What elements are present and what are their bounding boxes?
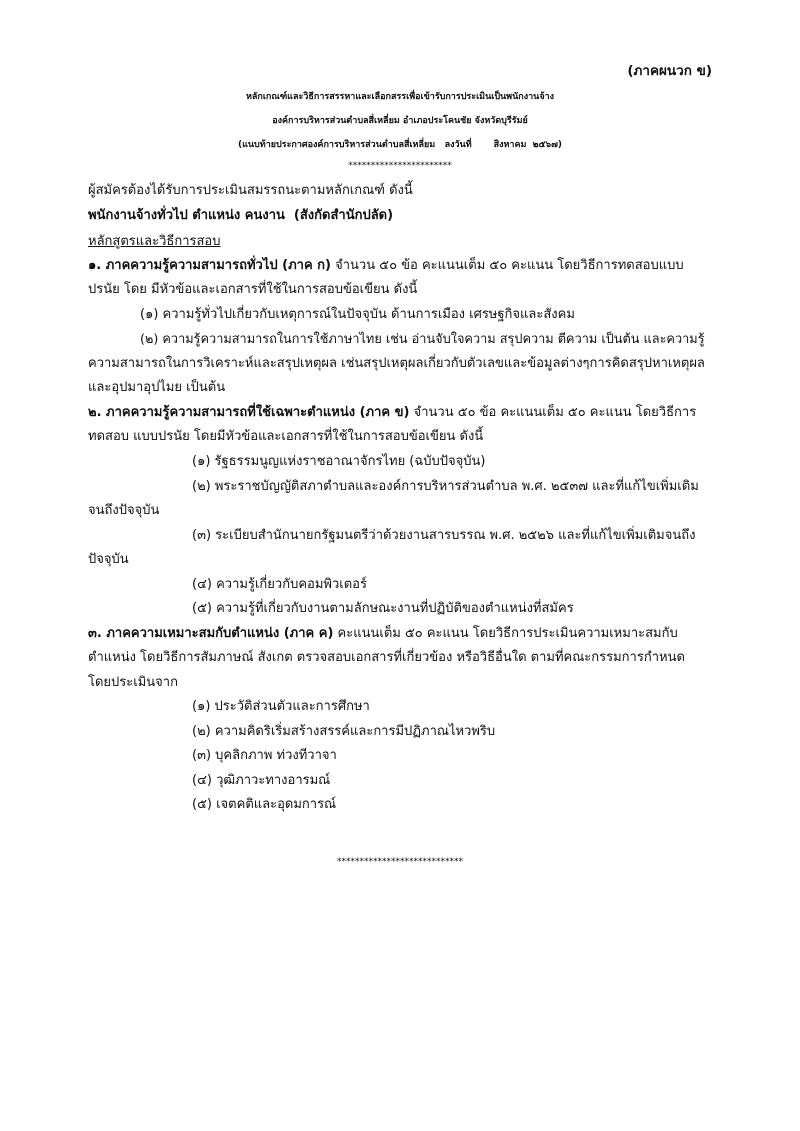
section-3-item-4: (๔) วุฒิภาวะทางอารมณ์ [192,773,331,788]
section-2-heading: ๒. ภาคความรู้ความสามารถที่ใช้เฉพาะตำแหน่ง (ภาค ข) [88,405,410,420]
section-1-item-1: (๑) ความรู้ทั่วไปเกี่ยวกับเหตุการณ์ในปัจจุบัน ด้านการเมือง เศรษฐกิจและสังคม [140,307,575,322]
section-3-item-2: (๒) ความคิดริเริ่มสร้างสรรค์และการมีปฏิภาณไหวพริบ [192,724,496,739]
section-2-item-4: (๔) ความรู้เกี่ยวกับคอมพิวเตอร์ [192,577,367,592]
section-3-text-a: คะแนนเต็ม ๕๐ คะแนน โดยวิธีการประเมินความเหมาะสมกับ [333,626,678,641]
section-2-item-2b: จนถึงปัจจุบัน [88,503,160,518]
position-title: พนักงานจ้างทั่วไป ตำแหน่ง คนงาน (สังกัดสำนักปลัด) [88,208,394,223]
section-3-text-c: โดยประเมินจาก [88,675,178,690]
section-1-item-2b: ความสามารถในการวิเคราะห์และสรุปเหตุผล เช่นสรุปเหตุผลเกี่ยวกับตัวเลขและข้อมูลต่างๆการคิดสรุปหาเหตุผล [88,356,705,371]
curriculum-heading: หลักสูตรและวิธีการสอบ [88,234,221,249]
section-3-line-1 [88,623,678,645]
section-3-item-3: (๓) บุคลิกภาพ ท่วงทีวาจา [192,748,337,763]
section-2-text-a: จำนวน ๕๐ ข้อ คะแนนเต็ม ๕๐ คะแนน โดยวิธีการ [409,405,697,420]
section-2-text-b: ทดสอบ แบบปรนัย โดยมีหัวข้อและเอกสารที่ใช้ในการสอบข้อเขียน ดังนี้ [88,429,484,444]
section-1-item-2a: (๒) ความรู้ความสามารถในการใช้ภาษาไทย เช่น อ่านจับใจความ สรุปความ ตีความ เป็นต้น และความรู้ [140,332,705,347]
footer-separator: **************************** [337,857,463,867]
section-2-item-5: (๕) ความรู้ที่เกี่ยวกับงานตามลักษณะงานที่ปฏิบัติของตำแหน่งที่สมัคร [192,601,574,616]
section-1-text-b: ปรนัย โดย มีหัวข้อและเอกสารที่ใช้ในการสอบข้อเขียน ดังนี้ [88,282,418,297]
section-2-item-3b: ปัจจุบัน [88,552,129,567]
section-1-heading: ๑. ภาคความรู้ความสามารถทั่วไป (ภาค ก) [88,258,331,273]
title-separator: *********************** [348,161,452,171]
section-3-item-1: (๑) ประวัติส่วนตัวและการศึกษา [192,699,370,714]
intro-text: ผู้สมัครต้องได้รับการประเมินสมรรถนะตามหลักเกณฑ์ ดังนี้ [88,183,413,198]
section-3-text-b: ตำแหน่ง โดยวิธีการสัมภาษณ์ สังเกต ตรวจสอบเอกสารที่เกี่ยวข้อง หรือวิธีอื่นใด ตามที่คณะกรรมการกำหนด [88,650,685,665]
section-2-item-2a: (๒) พระราชบัญญัติสภาตำบลและองค์การบริหารส่วนตำบล พ.ศ. ๒๕๓๗ และที่แก้ไขเพิ่มเติม [192,479,699,494]
annex-label: (ภาคผนวก ข) [627,63,712,79]
section-3-heading: ๓. ภาคความเหมาะสมกับตำแหน่ง (ภาค ค) [88,626,334,641]
title-line-1: หลักเกณฑ์และวิธีการสรรหาและเลือกสรรเพื่อเข้ารับการประเมินเป็นพนักงานจ้าง [245,92,555,102]
section-1-line-1 [88,255,684,277]
section-1-text-a: จำนวน ๕๐ ข้อ คะแนนเต็ม ๕๐ คะแนน โดยวิธีการทดสอบแบบ [330,258,684,273]
section-2-line-1 [88,402,696,424]
section-3-item-5: (๕) เจตคติและอุดมการณ์ [192,797,337,812]
section-1-item-2c: และอุปมาอุปไมย เป็นต้น [88,380,226,395]
section-2-item-3a: (๓) ระเบียบสำนักนายกรัฐมนตรีว่าด้วยงานสารบรรณ พ.ศ. ๒๕๒๖ และที่แก้ไขเพิ่มเติมจนถึง [192,528,696,543]
title-line-2: องค์การบริหารส่วนตำบลสี่เหลี่ยม อำเภอประโคนชัย จังหวัดบุรีรัมย์ [272,116,528,126]
title-line-3: (แนบท้ายประกาศองค์การบริหารส่วนตำบลสี่เหลี่ยม ลงวันที่ สิงหาคม ๒๕๖๗) [237,140,563,150]
section-2-item-1: (๑) รัฐธรรมนูญแห่งราชอาณาจักรไทย (ฉบับปัจจุบัน) [192,454,486,469]
